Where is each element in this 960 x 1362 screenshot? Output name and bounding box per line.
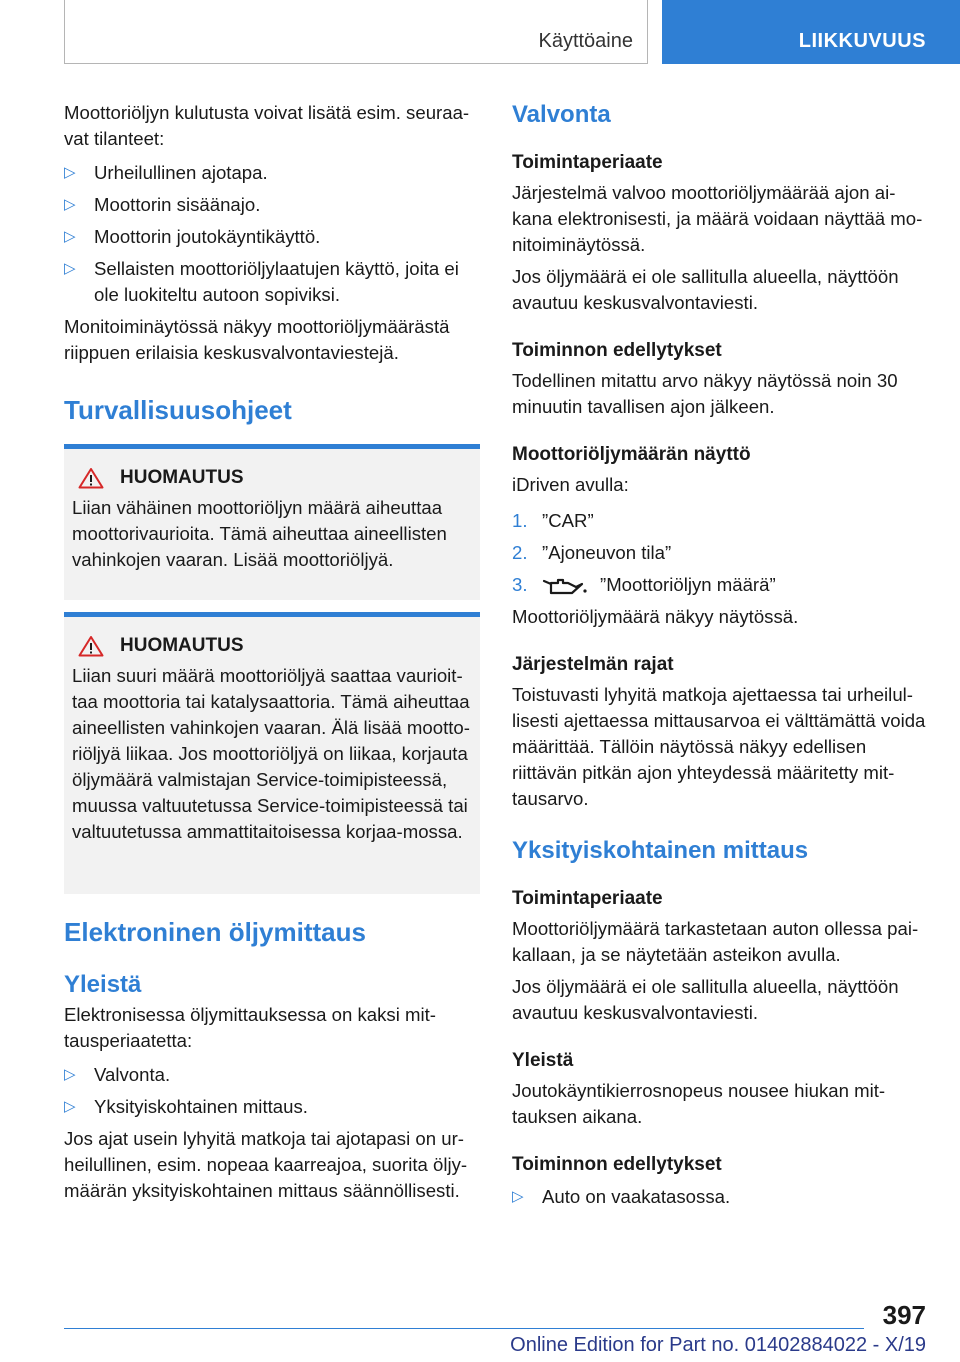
principle2-text-1: Moottoriöljymäärä tarkastetaan auton ollessa pai-kallaan, ja se näytetään asteikon avulla.: [512, 918, 919, 965]
safety-heading: Turvallisuusohjeet: [64, 395, 292, 425]
list-item: ▷ Auto on vaakatasossa.: [512, 1184, 926, 1210]
principles-list: [64, 1062, 480, 1120]
requirements2-heading: Toiminnon edellytykset: [512, 1154, 722, 1175]
oil-can-icon: [542, 575, 588, 597]
principle2-text-2: Jos öljymäärä ei ole sallitulla alueella, näyttöön avautuu keskusvalvontaviesti.: [512, 976, 899, 1023]
header-chapter-tab[interactable]: [662, 0, 960, 64]
triangle-bullet-icon: ▷: [64, 1066, 76, 1083]
requirements-heading: Toiminnon edellytykset: [512, 340, 722, 361]
display-heading: Moottoriöljymäärän näyttö: [512, 444, 751, 465]
header-section-box: [64, 0, 648, 64]
warning-title: HUOMAUTUS: [72, 635, 472, 657]
triangle-bullet-icon: ▷: [64, 1098, 76, 1115]
list-item: 2. ”Ajoneuvon tila”: [512, 542, 672, 563]
list-item: ▷ Moottorin joutokäyntikäyttö.: [64, 224, 480, 250]
triangle-bullet-icon: ▷: [64, 260, 76, 277]
general2-text: Joutokäyntikierrosnopeus nousee hiukan mit-tauksen aikana.: [512, 1080, 886, 1127]
list-item: 1. ”CAR”: [512, 510, 594, 531]
page-number: 397: [882, 1300, 926, 1330]
triangle-bullet-icon: ▷: [64, 196, 76, 213]
display-intro: iDriven avulla:: [512, 474, 629, 495]
left-column: [64, 100, 480, 1204]
list-item: ▷ Valvonta.: [64, 1062, 480, 1088]
requirements-text: Todellinen mitattu arvo näkyy näytössä noin 30 minuutin tavallisen ajon jälkeen.: [512, 370, 898, 417]
limits-heading: Järjestelmän rajat: [512, 654, 674, 675]
footer-edition: Online Edition for Part no. 01402884022 - X/19: [510, 1334, 926, 1356]
warning-box-2: [64, 612, 480, 894]
header-chapter-title: LIIKKUVUUS: [798, 30, 926, 52]
display-after-text: Moottoriöljymäärä näkyy näytössä.: [512, 606, 799, 627]
list-item: 3. ”Moottoriöljyn määrä”: [512, 572, 926, 598]
limits-text: Toistuvasti lyhyitä matkoja ajettaessa tai urheilul-lisesti ajettaessa mittausarvoa ei välttämättä voida määrittää. Tällöin näytössä näkyy edellisen riittävän pitkän ajon yhteydessä määritetty mit-tausarvo.: [512, 684, 926, 809]
list-item: ▷ Sellaisten moottoriöljylaatujen käyttö, joita ei ole luokiteltu autoon sopiviksi.: [64, 258, 459, 305]
electronic-heading: Elektroninen öljymittaus: [64, 917, 366, 947]
warning-triangle-icon: [78, 635, 104, 657]
valvonta-heading: Valvonta: [512, 101, 611, 128]
detailed-heading: Yksityiskohtainen mittaus: [512, 837, 809, 864]
warning-text: Liian suuri määrä moottoriöljyä saattaa vaurioit-taa moottoria tai katalysaattoria. Tämä aiheuttaa aineellisten vahinkojen vaaran. Älä lisää mootto-riöljyä liikaa. Jos moottoriöljyä on liikaa, korjauta öljymäärä valmistajan Service-toimipisteessä, muussa valtuutetussa Service-toimipisteessä tai valtuutetussa ammattitaitoisessa korjaa-mossa.: [72, 665, 470, 842]
footer-divider: [64, 1328, 864, 1329]
intro-text: Moottoriöljyn kulutusta voivat lisätä esim. seuraa-vat tilanteet:: [64, 102, 470, 149]
after-list-text: Monitoiminäytössä näkyy moottoriöljymäärästä riippuen erilaisia keskusvalvontaviestejä.: [64, 316, 450, 363]
warning-text: Liian vähäinen moottoriöljyn määrä aiheuttaa moottorivaurioita. Tämä aiheuttaa aineellisten vahinkojen vaaran. Lisää moottoriöljyä.: [72, 497, 447, 570]
warning-box-1: [64, 444, 480, 600]
list-item: ▷ Urheilullinen ajotapa.: [64, 160, 480, 186]
principle2-heading: Toimintaperiaate: [512, 888, 663, 909]
general-text: Elektronisessa öljymittauksessa on kaksi mit-tausperiaatetta:: [64, 1004, 437, 1051]
triangle-bullet-icon: ▷: [64, 164, 76, 181]
right-column: [512, 100, 926, 1216]
display-steps: [512, 508, 926, 598]
triangle-bullet-icon: ▷: [64, 228, 76, 245]
list-item: ▷ Yksityiskohtainen mittaus.: [64, 1094, 480, 1120]
warning-triangle-icon: [78, 467, 104, 489]
requirements2-list: [512, 1184, 926, 1210]
general-heading: Yleistä: [64, 971, 142, 998]
warning-title: HUOMAUTUS: [72, 467, 472, 489]
general2-heading: Yleistä: [512, 1050, 574, 1071]
list-item: ▷ Moottorin sisäänajo.: [64, 192, 480, 218]
header-section-title: Käyttöaine: [538, 30, 633, 52]
general-after-text: Jos ajat usein lyhyitä matkoja tai ajotapasi on ur-heilullinen, esim. nopeaa kaarreajoa, suorita öljy-määrän yksityiskohtainen mittaus säännöllisesti.: [64, 1128, 468, 1201]
triangle-bullet-icon: ▷: [512, 1188, 524, 1205]
principle-text-2: Jos öljymäärä ei ole sallitulla alueella, näyttöön avautuu keskusvalvontaviesti.: [512, 266, 899, 313]
principle-text-1: Järjestelmä valvoo moottoriöljymäärää ajon ai-kana elektronisesti, ja määrä voidaan näyttää mo-nitoiminäytössä.: [512, 182, 923, 255]
situations-list: [64, 160, 480, 308]
principle-heading: Toimintaperiaate: [512, 152, 663, 173]
